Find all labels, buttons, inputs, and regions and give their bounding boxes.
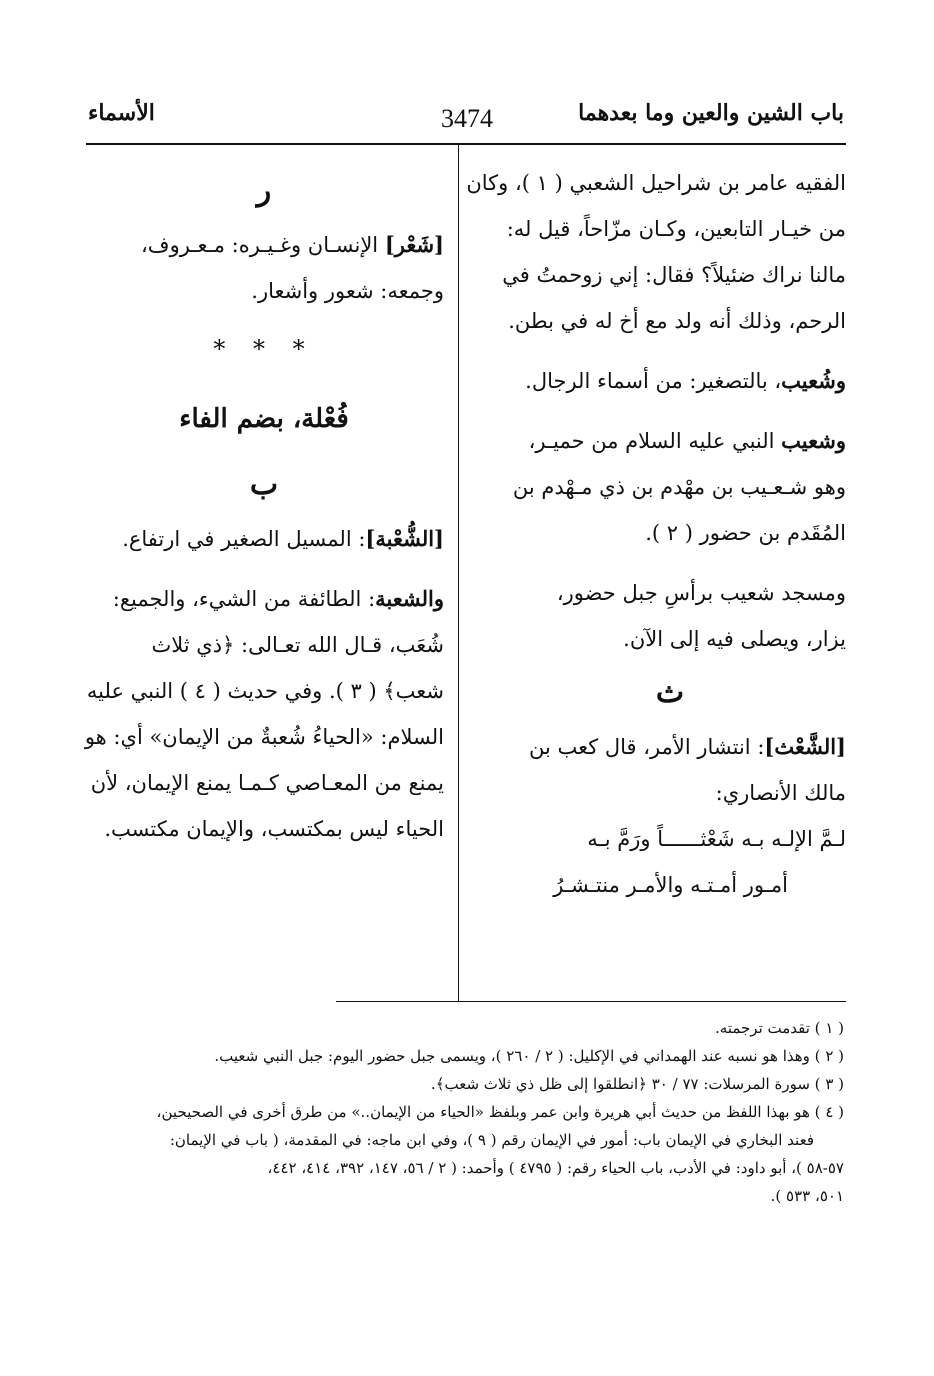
text-line: وهو شـعـيب بن مهْدم بن ذي مـهْدم بن <box>512 475 846 499</box>
footnote-4: ( ٤ ) هو بهذا اللفظ من حديث أبي هريرة وابن عمر وبلفظ «الحياء من الإيمان..» من طرق أخرى في الصحيحين، <box>156 1103 844 1121</box>
entry-headword: [شَعْر] <box>384 232 444 257</box>
text-line: المُقَدم بن حضور ( ٢ ). <box>645 521 846 545</box>
text-line: شُعَب، قـال الله تعـالى: ﴿ذي ثلاث <box>151 633 444 657</box>
entry-headword: [الشَّعْث] <box>764 734 846 759</box>
text-line: الفقيه عامر بن شراحيل الشعبي ( ١ )، وكان <box>466 171 846 195</box>
text-line: السلام: «الحياءُ شُعبةٌ من الإيمان» أي: هو <box>84 725 444 749</box>
text-line: وجمعه: شعور وأشعار. <box>251 279 444 303</box>
footnote-1: ( ١ ) تقدمت ترجمته. <box>715 1019 844 1037</box>
entry-shuba: [الشُّعْبة]: المسيل الصغير في ارتفاع. <box>122 526 444 551</box>
page-number: 3474 <box>441 104 493 133</box>
entry-headword: والشعبة <box>375 586 444 611</box>
section-title: الأسماء <box>88 100 155 126</box>
entry-headword: وشُعيب <box>781 368 846 393</box>
text-line: يزار، ويصلى فيه إلى الآن. <box>623 627 846 651</box>
entry-headword: [الشُّعْبة] <box>365 526 444 551</box>
footnote-2: ( ٢ ) وهذا هو نسبه عند الهمداني في الإكليل: ( ٢ / ٢٦٠ )، ويسمى جبل حضور اليوم: جبل النبي شعيب. <box>214 1047 844 1065</box>
header-rule <box>86 143 846 145</box>
entry-shuayb-prophet: وشعيب النبي عليه السلام من حميـر، <box>528 428 846 453</box>
letter-heading-tha: ث <box>655 675 685 710</box>
verse-line: لـمَّ الإلـه بـه شَعْثــــــاً ورَمَّ بـه <box>587 827 846 851</box>
footnote-4-cont: فعند البخاري في الإيمان باب: أمور في الإيمان رقم ( ٩ )، وفي ابن ماجه: في المقدمة، ( باب في الإيمان: <box>169 1131 814 1149</box>
text-line: مالنا نراك ضئيلاً؟ فقال: إني زوحمتُ في <box>502 263 846 287</box>
entry-shaath: [الشَّعْث]: انتشار الأمر، قال كعب بن <box>528 734 846 759</box>
letter-heading-ba: ب <box>249 467 279 502</box>
section-separator: * * * <box>213 335 315 363</box>
entry-shuayb-small: وشُعيب، بالتصغير: من أسماء الرجال. <box>525 368 846 393</box>
text-line: من خيـار التابعين، وكـان مزّاحاً، قيل له: <box>506 217 846 241</box>
pattern-heading: فُعْلة، بضم الفاء <box>179 404 349 434</box>
left-column <box>84 160 444 852</box>
text-line: الرحم، وذلك أنه ولد مع أخ له في بطن. <box>508 309 846 333</box>
footnote-4-cont: ٥٧-٥٨ )، أبو داود: في الأدب، باب الحياء رقم: ( ٤٧٩٥ ) وأحمد: ( ٢ / ٥٦، ١٤٧، ٣٩٢، ٤١٤، ٤٤٢، <box>267 1159 844 1177</box>
text-line: ومسجد شعيب برأسِ جبل حضور، <box>556 581 846 605</box>
footnote-3: ( ٣ ) سورة المرسلات: ٧٧ / ٣٠ ﴿انطلقوا إلى ظل ذي ثلاث شعب﴾. <box>430 1075 844 1093</box>
chapter-title: باب الشين والعين وما بعدهما <box>578 100 844 126</box>
right-column <box>466 160 846 908</box>
text-line: شعب﴾ ( ٣ ). وفي حديث ( ٤ ) النبي عليه <box>86 679 444 703</box>
entry-shar: [شَعْر] الإنسـان وغـيـره: مـعـروف، <box>141 232 444 257</box>
verse-line: أمـور أمـتـه والأمـر منتـشـرُ <box>553 873 788 897</box>
entry-shuba-group: والشعبة: الطائفة من الشيء، والجميع: <box>112 586 444 611</box>
text-line: يمنع من المعـاصي كـمـا يمنع الإيمان، لأن <box>90 771 444 795</box>
footnote-4-cont: ٥٠١، ٥٣٣ ). <box>770 1187 844 1205</box>
text-line: الحياء ليس بمكتسب، والإيمان مكتسب. <box>104 817 444 841</box>
text-line: مالك الأنصاري: <box>715 781 846 805</box>
column-divider <box>458 143 459 1001</box>
footnote-rule <box>336 1001 846 1002</box>
entry-headword: وشعيب <box>781 428 846 453</box>
footnotes <box>84 1014 844 1210</box>
letter-heading-ra: ر <box>256 173 272 208</box>
